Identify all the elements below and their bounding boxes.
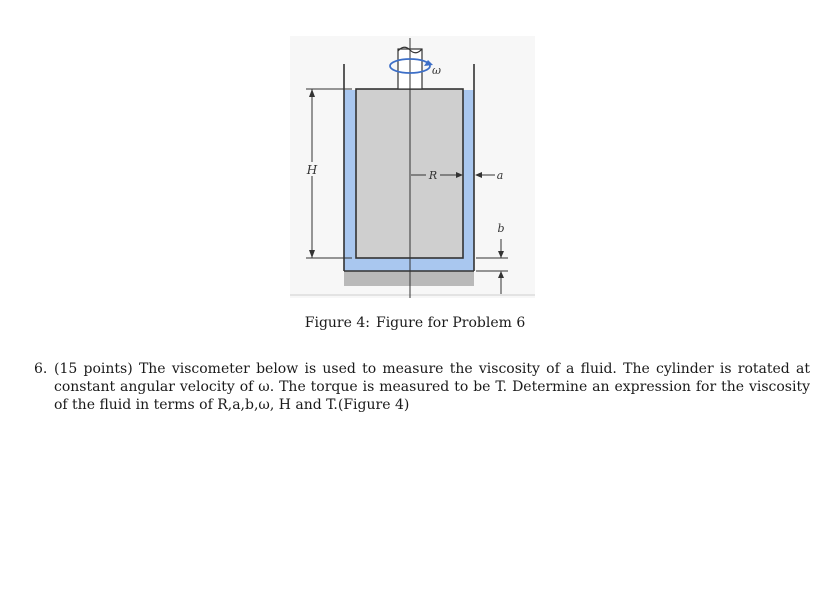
b-label: b	[497, 222, 505, 235]
container-base	[344, 271, 474, 286]
h-label: H	[306, 163, 318, 177]
a-label: a	[496, 169, 504, 182]
problem-body	[54, 360, 810, 414]
r-label: R	[428, 169, 438, 182]
figure-caption-text: Figure for Problem 6	[375, 315, 526, 331]
omega-label: ω	[432, 64, 441, 77]
problem-number: 6.	[34, 361, 48, 377]
viscometer-figure	[290, 36, 535, 298]
figure-caption	[0, 315, 830, 331]
problem-6	[34, 360, 810, 414]
problem-text: The viscometer below is used to measure the viscosity of a fluid. The cylinder is rotated at constant angular velocity of ω. The torque is measured to be T. Determine an expression for the viscosity of the fluid in terms of R,a,b,ω, H and T.(Figure 4)	[54, 361, 810, 413]
problem-points: (15 points)	[54, 361, 133, 377]
figure-caption-label: Figure 4:	[304, 315, 370, 331]
